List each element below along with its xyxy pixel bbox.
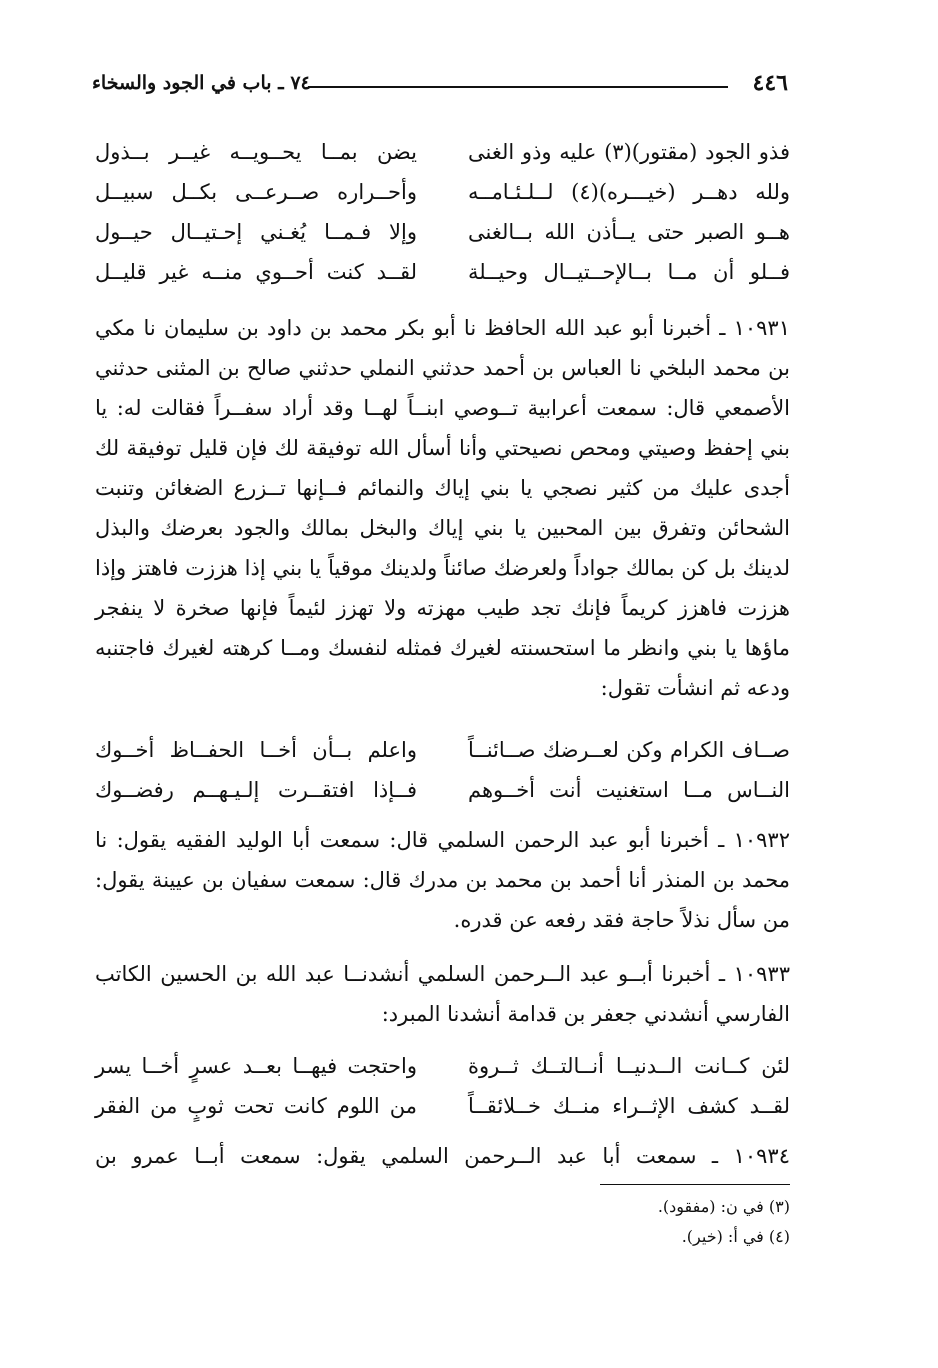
verse-first-hemistich: ولله دهــر (خيـــره)(٤) لــلـئـامــه bbox=[468, 180, 790, 204]
footnote-4: (٤) في أ: (خير). bbox=[681, 1227, 790, 1246]
footnote-3: (٣) في ن: (مفقود). bbox=[657, 1197, 790, 1216]
verse-first-hemistich: صــاف الكرام وكن لعــرضك صــائنــاً bbox=[468, 738, 790, 762]
verse-line bbox=[95, 212, 790, 252]
running-header bbox=[92, 70, 788, 104]
page-number: ٤٤٦ bbox=[752, 70, 788, 96]
paragraph-text: ١٠٩٣١ ـ أخبرنا أبو عبد الله الحافظ نا أبو بكر محمد بن داود بن سليمان نا مكي بن محمد البلخي نا العباس بن أحمد حدثني النملي حدثني صالح بن المثنى حدثني الأصمعي قال: سمعت أعرابية تــوصي ابنــاً لهــا وقد أراد سفــراً فقالت له: يا بني إحفظ وصيتي ومحص نصيحتي وأنا أسأل الله توفيقة لك فإن قليل توفيقة لك أجدى عليك من كثير نصجي يا بني إياك والنمائم فــإنها تــزرع الضغائن وتنبت الشحائن وتفرق بين المحبين يا بني إياك والبخل بمالك والجود بعرضك والبذل لدينك بل كن بمالك جواداً ولعرضك صائناً ولدينك موقياً يا بني إذا هززت فاهتز وإذا هززت فاهزز كريماً فإنك تجد طيب مهزته ولا تهزز لئيماً فإنها صخرة لا ينفجر ماؤها يا بني وانظر ما استحسنته لغيرك فمثله لنفسك ومــا كرهته لغيرك فاجتنبه ودعه ثم انشأت تقول: bbox=[95, 316, 790, 700]
verse-first-hemistich: لقــد كشف الإثــراء منــك خــلائقــاً bbox=[468, 1094, 790, 1118]
verse-second-hemistich: يضن بمــا يحــويــه غيــر بــذول bbox=[95, 140, 417, 164]
poem-block-2 bbox=[95, 730, 790, 810]
verse-line bbox=[95, 1046, 790, 1086]
paragraph-text: ١٠٩٣٣ ـ أخبرنا أبــو عبد الــرحمن السلمي أنشدنــا عبد الله بن الحسين الكاتب الفارسي أنشدني جعفر بن قدامة أنشدنا المبرد: bbox=[95, 962, 790, 1026]
hadith-10931 bbox=[95, 308, 790, 708]
verse-second-hemistich: من اللوم كانت تحت ثوبٍ من الفقر bbox=[95, 1094, 417, 1118]
hadith-10934 bbox=[95, 1136, 790, 1176]
hadith-10933 bbox=[95, 954, 790, 1034]
verse-second-hemistich: وأحــراره صــرعــى بكــل سبيــل bbox=[95, 180, 417, 204]
verse-first-hemistich: لئن كــانت الــدنيــا أنــالتــك ثــروة bbox=[468, 1054, 790, 1078]
verse-second-hemistich: لقــد كنت أحــوي منــه غير قليــل bbox=[95, 260, 417, 284]
paragraph-text: ١٠٩٣٢ ـ أخبرنا أبو عبد الرحمن السلمي قال: سمعت أبا الوليد الفقيه يقول: نا محمد بن المنذر أنا أحمد بن محمد بن مدرك قال: سمعت سفيان بن عيينة يقول: من سأل نذلاً حاجة فقد رفعه عن قدره. bbox=[95, 828, 790, 932]
footnote-rule bbox=[600, 1184, 790, 1185]
poem-block-1 bbox=[95, 132, 790, 292]
poem-block-3 bbox=[95, 1046, 790, 1126]
verse-line bbox=[95, 770, 790, 810]
verse-line bbox=[95, 730, 790, 770]
chapter-title: ٧٤ ـ باب في الجود والسخاء bbox=[92, 72, 311, 94]
verse-line bbox=[95, 132, 790, 172]
verse-second-hemistich: وإلا فـمــا يُغـني إحـتيــال حيــول bbox=[95, 220, 417, 244]
footnotes bbox=[490, 1192, 790, 1252]
verse-line bbox=[95, 252, 790, 292]
verse-second-hemistich: واعلم بــأن أخــا الحفــاظ أخــوك bbox=[95, 738, 417, 762]
verse-first-hemistich: هــو الصبر حتى يــأذن الله بــالغنى bbox=[468, 220, 790, 244]
verse-line bbox=[95, 1086, 790, 1126]
verse-line bbox=[95, 172, 790, 212]
verse-first-hemistich: النــاس مــا استغنيت أنت أخــوهم bbox=[468, 778, 790, 802]
verse-first-hemistich: فــلو أن مــا بــالإحــتيــال وحيــلة bbox=[468, 260, 790, 284]
paragraph-text: ١٠٩٣٤ ـ سمعت أبا عبد الــرحمن السلمي يقول: سمعت أبــا عمرو بن bbox=[95, 1144, 790, 1168]
verse-first-hemistich: فذو الجود (مقتور)(٣) عليه وذو الغنى bbox=[468, 140, 790, 164]
hadith-10932 bbox=[95, 820, 790, 940]
verse-second-hemistich: فــإذا افتقــرت إلـيـهــم رفضــوك bbox=[95, 778, 417, 802]
header-rule bbox=[308, 86, 728, 88]
verse-second-hemistich: واحتجت فيهــا بعــد عسرٍ أخــا يسر bbox=[95, 1054, 417, 1078]
